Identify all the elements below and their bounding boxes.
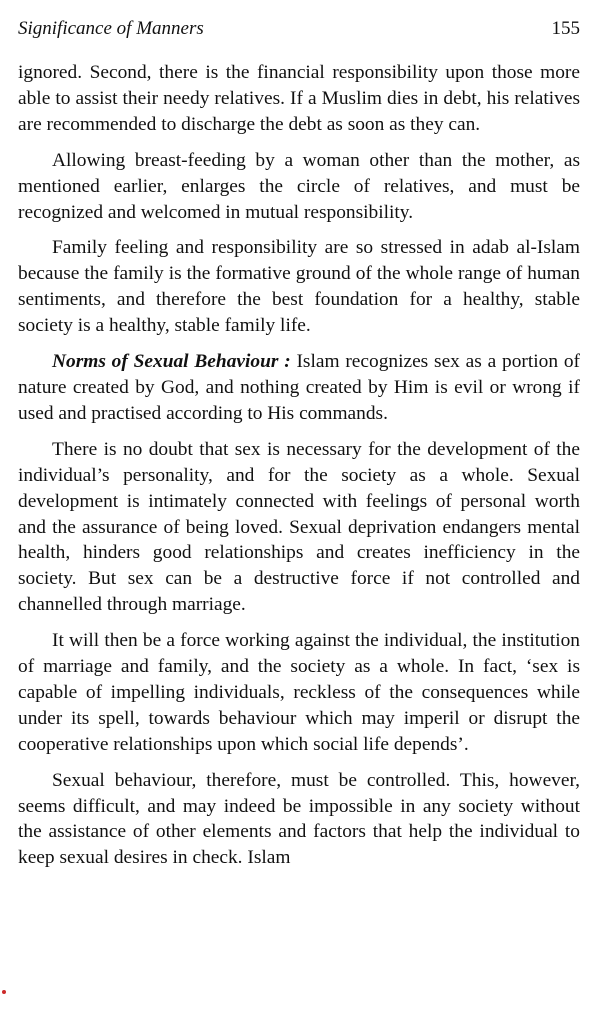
paragraph-4 — [18, 349, 580, 427]
paragraph-7: Sexual behaviour, therefore, must be controlled. This, however, seems difficult, and may indeed be impossible in any society without the assistance of other elements and factors that help the individual to keep sexual desires in check. Islam — [18, 769, 580, 869]
paragraph-2: Allowing breast-feeding by a woman other than the mother, as mentioned earlier, enlarges the circle of relatives, and must be recognized and welcomed in mutual responsibility. — [18, 149, 580, 223]
paragraph-5: There is no doubt that sex is necessary for the development of the individual’s personality, and for the society as a whole. Sexual development is intimately connected with feelings of personal worth and the assurance of being loved. Sexual deprivation endangers mental health, hinders good relationships and creates inefficiency in the society. But sex can be a destructive force if not controlled and channelled through marriage. — [18, 438, 580, 616]
paragraph-4-text: Islam recognizes sex as a portion of nature created by God, and nothing created by Him is evil or wrong if used and practised according to His commands. — [18, 351, 580, 424]
paragraph-1: ignored. Second, there is the financial responsibility upon those more able to assist their needy relatives. If a Muslim dies in debt, his relatives are recommended to discharge the debt as soon as they can. — [18, 62, 580, 135]
running-title: Significance of Manners — [18, 18, 204, 39]
body-text — [18, 60, 580, 881]
paragraph-3: Family feeling and responsibility are so stressed in adab al-Islam because the family is the formative ground of the whole range of human sentiments, and therefore the best foundation for a healthy, stable society is a healthy, stable family life. — [18, 237, 580, 337]
section-heading: Norms of Sexual Behaviour : — [52, 351, 291, 373]
paragraph-6: It will then be a force working against the individual, the institution of marriage and family, and the society as a whole. In fact, ‘sex is capable of impelling individuals, reckless of the consequences while under its spell, towards behaviour which may imperil or disrupt the cooperative relationships upon which social life depends’. — [18, 630, 580, 755]
page-number: 155 — [551, 18, 580, 39]
running-head — [18, 18, 580, 46]
margin-mark — [2, 990, 6, 994]
